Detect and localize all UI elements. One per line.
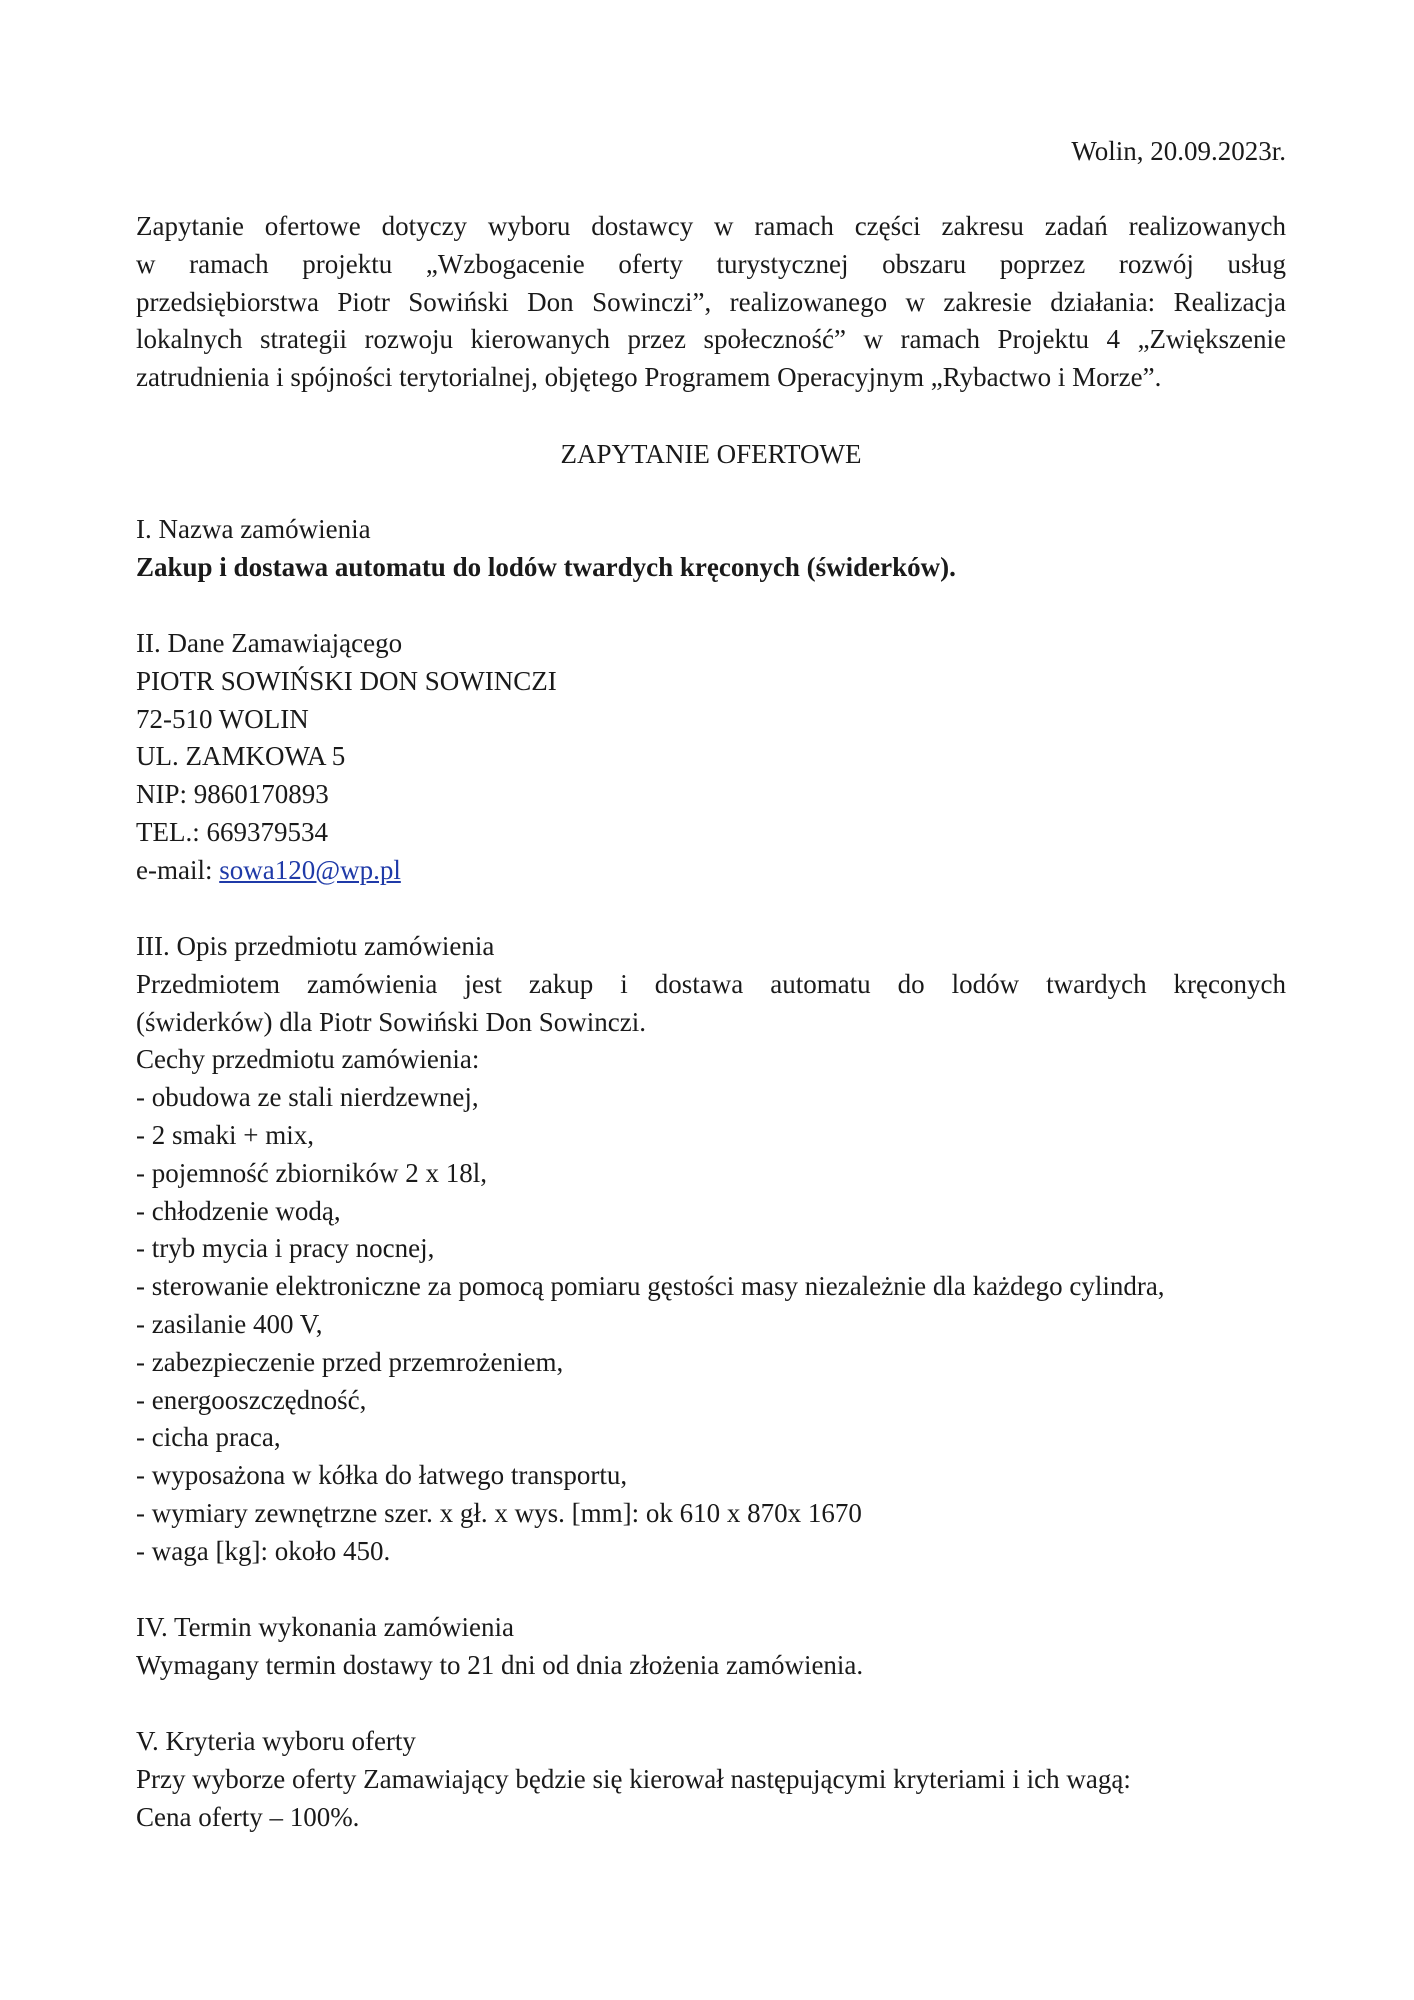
intro-paragraph [136, 208, 1286, 397]
section-heading: IV. Termin wykonania zamówienia [136, 1612, 515, 1642]
section-heading: III. Opis przedmiotu zamówienia [136, 931, 495, 961]
section-order-name [136, 511, 1286, 587]
intro-line: przedsiębiorstwa Piotr Sowiński Don Sowinczi”, realizowanego w zakresie działania: Realizacja [136, 286, 1286, 317]
intro-line: w ramach projektu „Wzbogacenie oferty turystycznej obszaru poprzez rozwój usług [136, 248, 1286, 279]
order-name: Zakup i dostawa automatu do lodów twardych kręconych (świderków). [136, 551, 956, 582]
section-heading: V. Kryteria wyboru oferty [136, 1726, 416, 1756]
intro-line: lokalnych strategii rozwoju kierowanych przez społeczność” w ramach Projektu 4 „Zwiększenie [136, 324, 1286, 355]
description-line: Przedmiotem zamówienia jest zakup i dostawa automatu do lodów twardych kręconych [136, 968, 1286, 999]
buyer-postal: 72-510 WOLIN [136, 703, 309, 734]
feature-item: - sterowanie elektroniczne za pomocą pomiaru gęstości masy niezależnie dla każdego cylindra, [136, 1271, 1165, 1302]
email-label: e-mail: [136, 854, 220, 885]
feature-item: - waga [kg]: około 450. [136, 1535, 391, 1566]
section-description [136, 928, 1286, 1571]
buyer-email-row [136, 852, 1286, 890]
email-link[interactable]: sowa120@wp.pl [219, 854, 401, 885]
feature-item: - energooszczędność, [136, 1384, 367, 1415]
section-heading: II. Dane Zamawiającego [136, 628, 403, 658]
feature-item: - obudowa ze stali nierdzewnej, [136, 1082, 479, 1113]
feature-item: - zasilanie 400 V, [136, 1308, 323, 1339]
place-date: Wolin, 20.09.2023r. [1071, 136, 1286, 166]
buyer-phone: TEL.: 669379534 [136, 816, 328, 847]
section-buyer-data [136, 625, 1286, 890]
feature-item: - wyposażona w kółka do łatwego transportu, [136, 1460, 628, 1491]
buyer-street: UL. ZAMKOWA 5 [136, 741, 346, 772]
feature-item: - cicha praca, [136, 1422, 281, 1453]
section-heading: I. Nazwa zamówienia [136, 514, 371, 544]
section-criteria [136, 1723, 1286, 1836]
feature-item: - 2 smaki + mix, [136, 1119, 314, 1150]
feature-item: - pojemność zbiorników 2 x 18l, [136, 1157, 487, 1188]
deadline-text: Wymagany termin dostawy to 21 dni od dnia złożenia zamówienia. [136, 1649, 864, 1680]
page-title: ZAPYTANIE OFERTOWE [560, 439, 862, 469]
buyer-nip: NIP: 9860170893 [136, 779, 329, 810]
feature-item: - wymiary zewnętrzne szer. x gł. x wys. [mm]: ok 610 x 870x 1670 [136, 1497, 862, 1528]
feature-item: - zabezpieczenie przed przemrożeniem, [136, 1346, 564, 1377]
buyer-name: PIOTR SOWIŃSKI DON SOWINCZI [136, 665, 557, 696]
criteria-text: Przy wyborze oferty Zamawiający będzie się kierował następującymi kryteriami i ich wagą: [136, 1763, 1131, 1794]
description-line: (świderków) dla Piotr Sowiński Don Sowinczi. [136, 1006, 646, 1037]
feature-item: - chłodzenie wodą, [136, 1195, 341, 1226]
features-heading: Cechy przedmiotu zamówienia: [136, 1044, 480, 1075]
intro-line: Zapytanie ofertowe dotyczy wyboru dostawcy w ramach części zakresu zadań realizowanych [136, 211, 1286, 241]
intro-line: zatrudnienia i spójności terytorialnej, objętego Programem Operacyjnym „Rybactwo i Morze”. [136, 362, 1162, 393]
section-deadline [136, 1609, 1286, 1685]
criterion-price: Cena oferty – 100%. [136, 1801, 360, 1832]
feature-item: - tryb mycia i pracy nocnej, [136, 1233, 435, 1264]
